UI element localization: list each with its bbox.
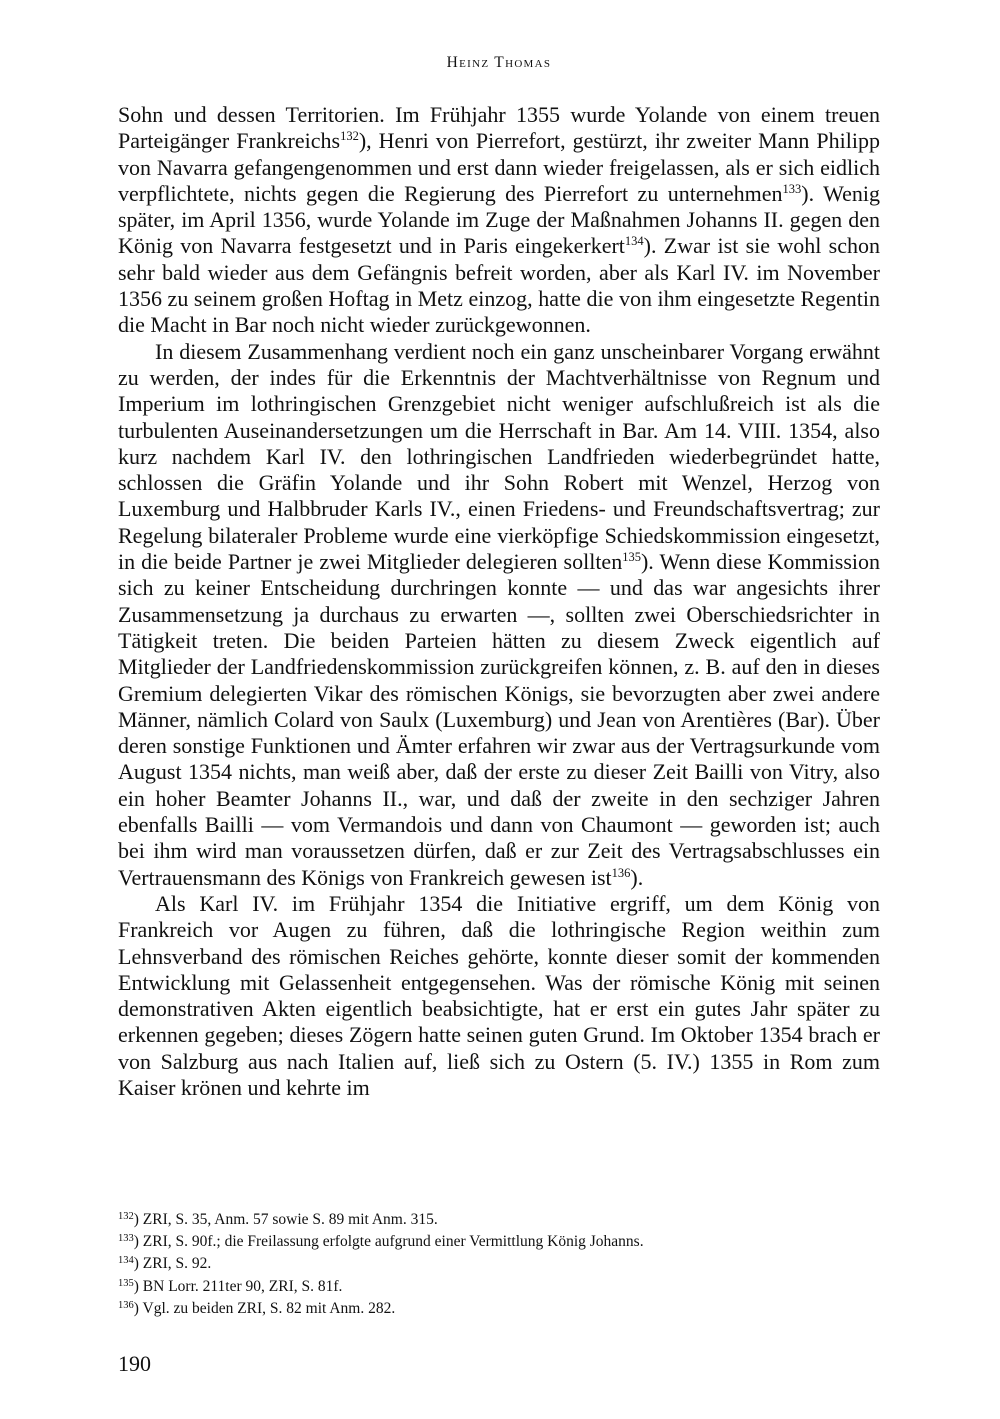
text-run: Sohn und dessen Territorien. Im Frühjahr 1355 wurde Yolande von einem treuen Parteigänger Frankreichs <box>118 102 880 154</box>
paragraph-2 <box>118 339 880 891</box>
paragraph-1 <box>118 102 880 339</box>
footnote-text: ) Vgl. zu beiden ZRI, S. 82 mit Anm. 282. <box>133 1299 396 1317</box>
text-run: ). Zwar ist sie wohl schon sehr bald wieder aus dem Gefängnis befreit worden, aber als Karl IV. im November 1356 zu seinem großen Hoftag in Metz einzog, hatte die von ihm eingesetzte Regentin die Macht in Bar noch nicht wieder zurückgewonnen. <box>118 233 880 338</box>
footnote-ref: 134 <box>624 234 644 249</box>
paragraph-3 <box>118 891 880 1101</box>
page-number: 190 <box>118 1351 151 1376</box>
footnotes <box>118 1209 880 1320</box>
text-run: ), Henri von Pierrefort, gestürzt, ihr zweiter Mann Philipp von Navarra gefangengenommen und erst dann wieder freigelassen, als er sich eidlich verpflichtete, nichts gegen die Regierung des Pierrefort zu unternehmen <box>118 128 880 206</box>
footnote-ref: 135 <box>622 550 641 565</box>
footnote-number: 134 <box>118 1255 134 1267</box>
footnote <box>118 1253 880 1275</box>
footnote-number: 135 <box>118 1277 134 1289</box>
footnote-text: ) BN Lorr. 211ter 90, ZRI, S. 81f. <box>133 1277 343 1295</box>
footnote <box>118 1298 880 1320</box>
text-run: ). Wenn diese Kommission sich zu keiner Entscheidung durchringen konnte — und das war angesichts ihrer Zusammensetzung ja durchaus zu erwarten —, sollten zwei Oberschiedsrichter in Tätigkeit treten. Die beiden Parteien hätten zu diesem Zweck eigentlich auf Mitglieder der Landfriedenskommission zurückgreifen können, z. B. auf den in dieses Gremium delegierten Vikar des römischen Königs, sie bevorzugten aber zwei andere Männer, nämlich Colard von Saulx (Luxemburg) und Jean von Arentières (Bar). Über deren sonstige Funktionen und Ämter erfahren wir zwar aus der Vertragsurkunde vom August 1354 nichts, man weiß aber, daß der erste zu dieser Zeit Bailli von Vitry, also ein hoher Beamter Johanns II., war, und daß der zweite in den sechziger Jahren ebenfalls Bailli — vom Vermandois und dann von Chaumont — geworden ist; auch bei ihm wird man voraussetzen dürfen, daß er zur Zeit des Vertragsabschlusses ein Vertrauensmann des Königs von Frankreich gewesen ist <box>118 549 880 890</box>
footnote-number: 132 <box>118 1211 134 1222</box>
text-run: Als Karl IV. im Frühjahr 1354 die Initiative ergriff, um dem König von Frankreich vor Augen zu führen, daß die lothringische Region weithin zum Lehnsverband des römischen Reiches gehörte, konnte dieser somit der kommenden Entwicklung mit Gelassenheit entgegensehen. Was der römische König mit seinen demonstrativen Akten eigentlich beabsichtigte, hat er erst ein gutes Jahr später zu erkennen gegeben; dieses Zögern hatte seinen guten Grund. Im Oktober 1354 brach er von Salzburg aus nach Italien auf, ließ sich zu Ostern (5. IV.) 1355 in Rom zum Kaiser krönen und kehrte im <box>118 890 880 1100</box>
footnote-text: ) ZRI, S. 92. <box>133 1255 212 1273</box>
text-run: ). <box>630 864 644 890</box>
text-run: ). Wenig später, im April 1356, wurde Yolande im Zuge der Maßnahmen Johanns II. gegen den König von Navarra festgesetzt und in Paris eingekerkert <box>118 180 880 259</box>
running-head: Heinz Thomas <box>446 54 552 71</box>
footnote <box>118 1276 880 1298</box>
footnote-number: 136 <box>118 1299 134 1311</box>
text-run: In diesem Zusammenhang verdient noch ein ganz unscheinbarer Vorgang erwähnt zu werden, der indes für die Erkenntnis der Machtverhältnisse von Regnum und Imperium im lothringischen Grenzgebiet nicht weniger aufschlußreich ist als die turbulenten Auseinandersetzungen um die Herrschaft in Bar. Am 14. VIII. 1354, also kurz nachdem Karl IV. den lothringischen Landfrieden wiederbegründet hatte, schlossen die Gräfin Yolande und ihr Sohn Robert mit Wenzel, Herzog von Luxemburg und Halbbruder Karls IV., einen Friedens- und Freundschaftsvertrag; zur Regelung bilateraler Probleme wurde eine vierköpfige Schiedskommission eingesetzt, in die beide Partner je zwei Mitglieder delegieren sollten <box>118 338 880 575</box>
footnote-text: ) ZRI, S. 35, Anm. 57 sowie S. 89 mit Anm. 315. <box>133 1211 438 1228</box>
footnote <box>118 1231 880 1253</box>
footnote-text: ) ZRI, S. 90f.; die Freilassung erfolgte aufgrund einer Vermittlung König Johanns. <box>133 1233 644 1251</box>
footnote-number: 133 <box>118 1233 134 1245</box>
footnote-ref: 133 <box>782 181 802 196</box>
body-text <box>118 102 880 1101</box>
footnote <box>118 1209 880 1231</box>
footnote-ref: 136 <box>611 865 631 880</box>
footnote-ref: 132 <box>340 129 359 144</box>
